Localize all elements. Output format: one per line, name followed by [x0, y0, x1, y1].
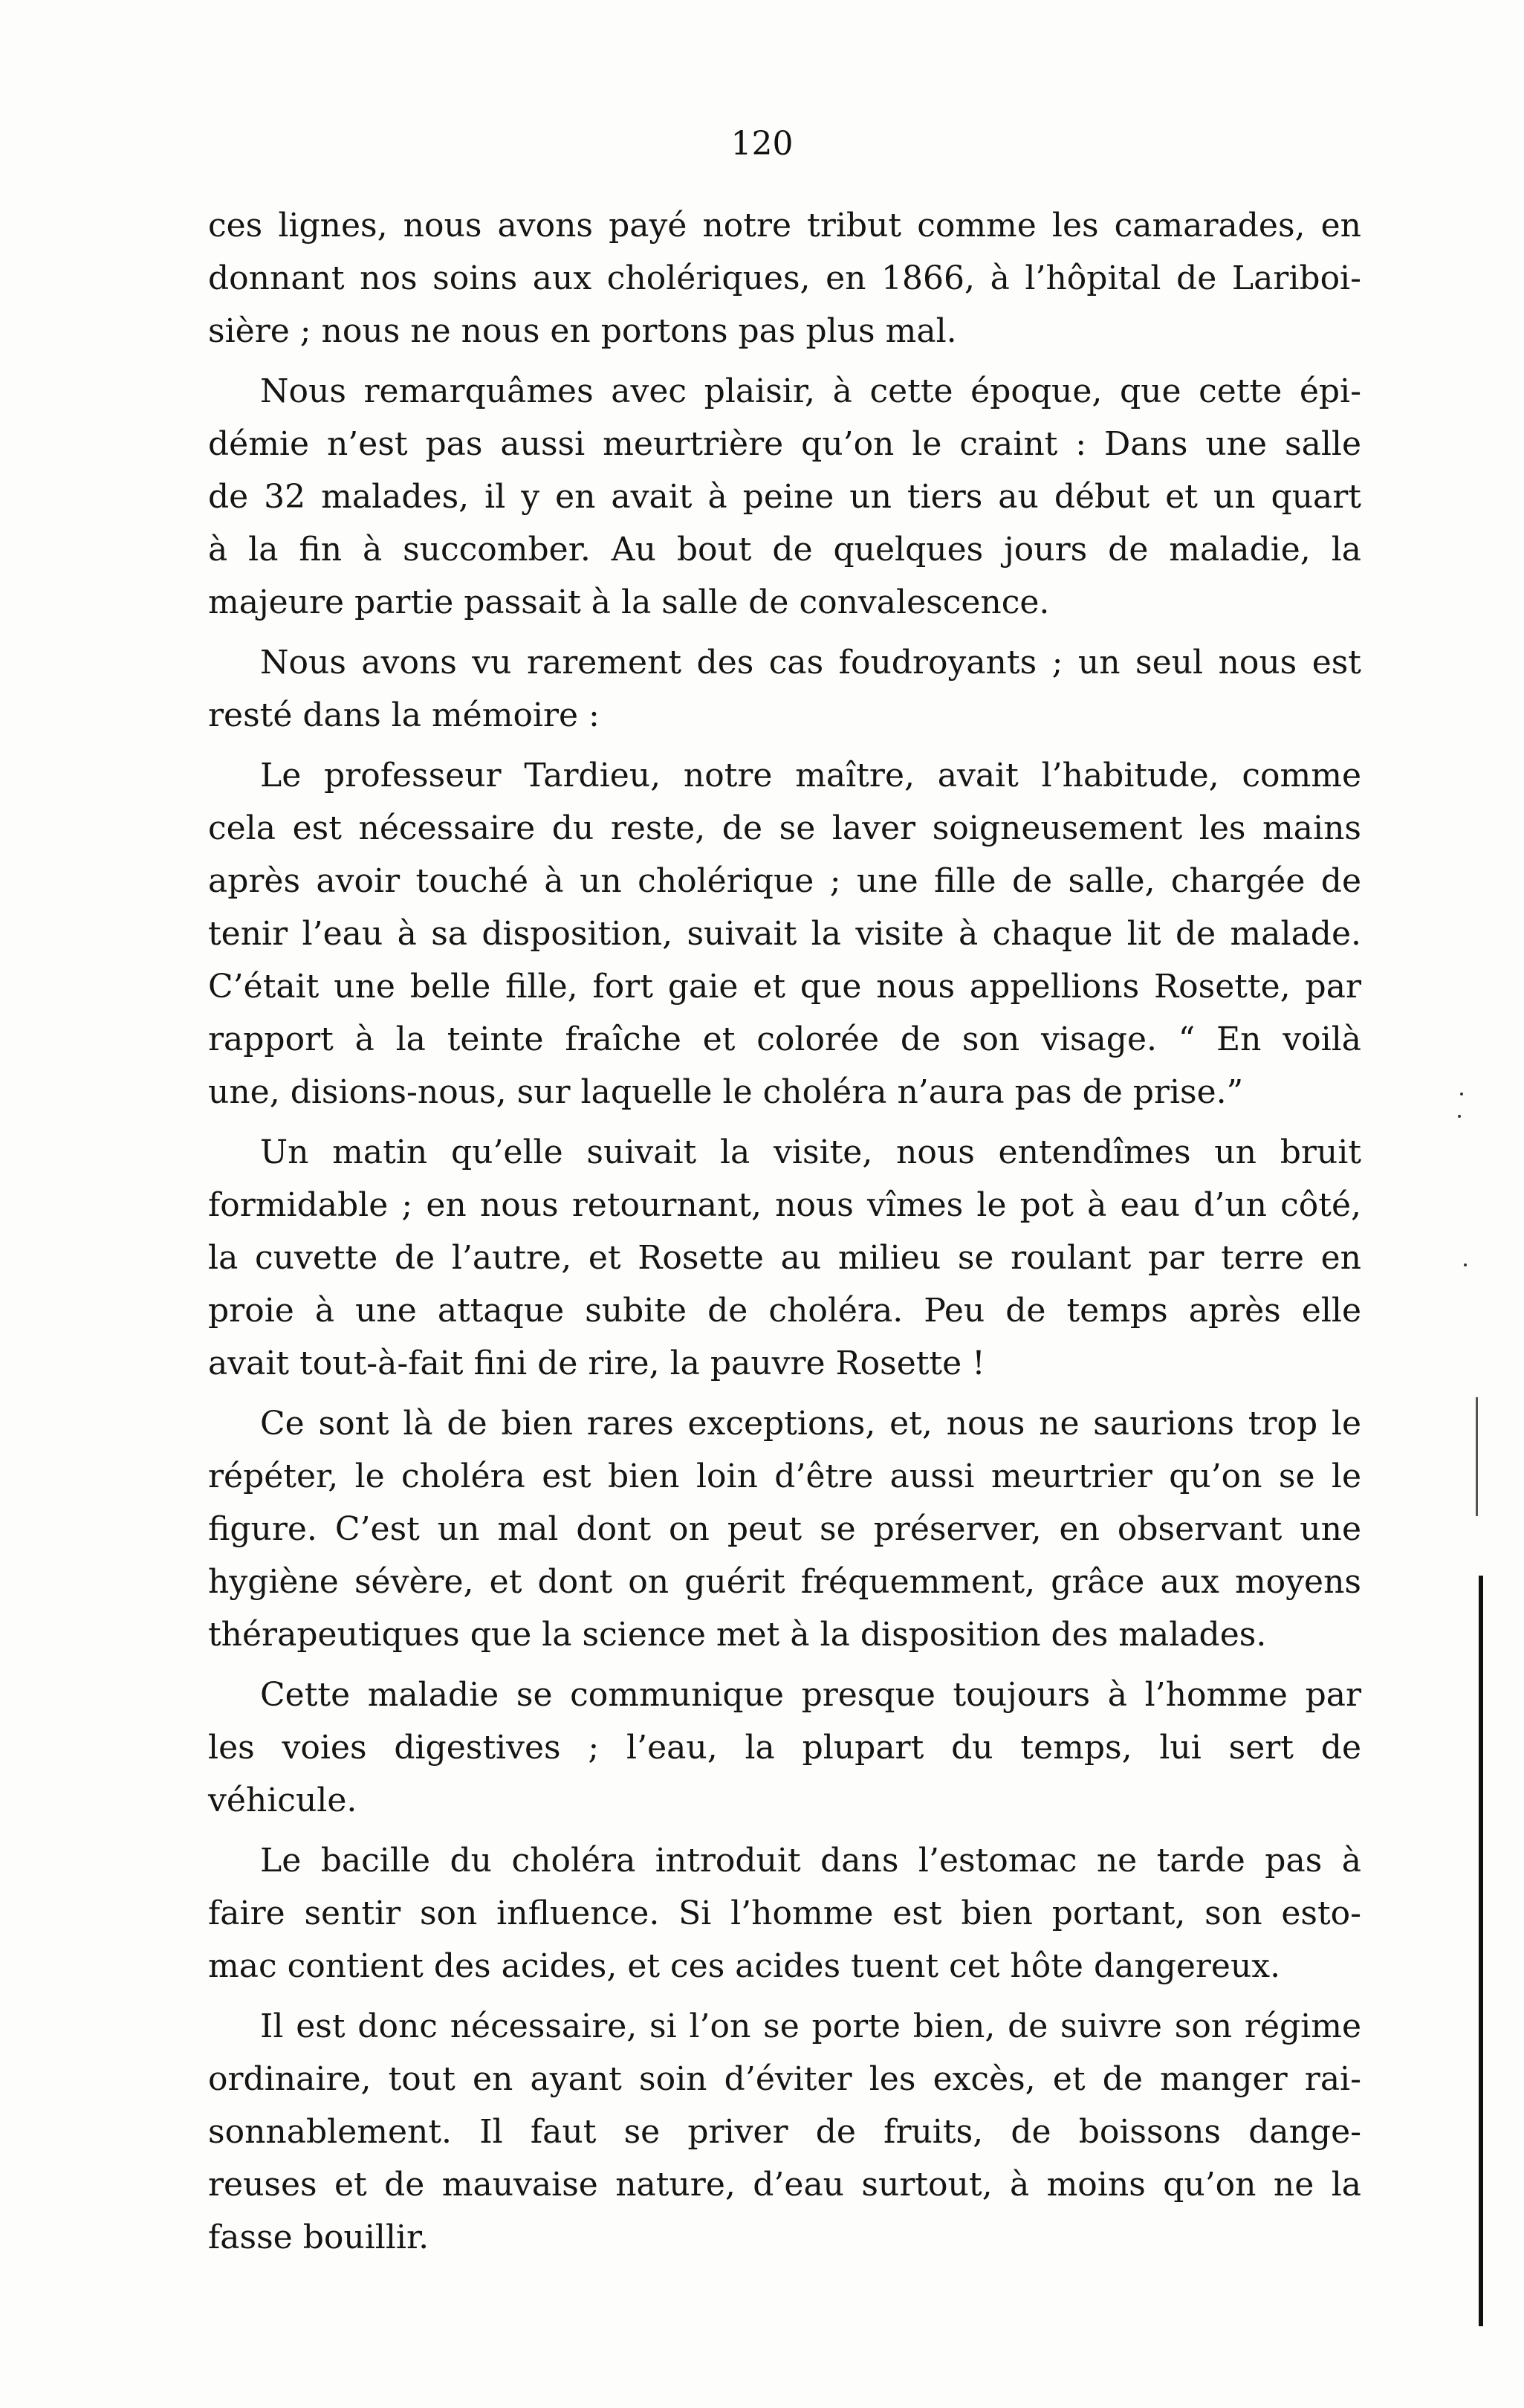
text-line: sonnablement. Il faut se priver de fruits, de boissons dange- [208, 2113, 1361, 2151]
paragraph [208, 2000, 1361, 2264]
text-line: proie à une attaque subite de choléra. Peu de temps après elle [208, 1292, 1361, 1330]
text-line: la cuvette de l’autre, et Rosette au milieu se roulant par terre en [208, 1239, 1361, 1277]
text-line: une, disions-nous, sur laquelle le choléra n’aura pas de prise.” [208, 1073, 1244, 1111]
body-text [208, 199, 1361, 2271]
text-line: les voies digestives ; l’eau, la plupart du temps, lui sert de [208, 1729, 1361, 1767]
text-line: Le professeur Tardieu, notre maître, avait l’habitude, comme [260, 757, 1361, 794]
text-line: avait tout-à-fait fini de rire, la pauvre Rosette ! [208, 1344, 985, 1382]
text-line: donnant nos soins aux cholériques, en 1866, à l’hôpital de Lariboi- [208, 259, 1361, 297]
text-line: formidable ; en nous retournant, nous vîmes le pot à eau d’un côté, [208, 1186, 1361, 1224]
paragraph [208, 1126, 1361, 1390]
paragraph [208, 365, 1361, 629]
text-line: thérapeutiques que la science met à la disposition des malades. [208, 1616, 1267, 1654]
text-line: Nous avons vu rarement des cas foudroyants ; un seul nous est [260, 644, 1361, 682]
text-line: de 32 malades, il y en avait à peine un tiers au début et un quart [208, 478, 1361, 516]
paragraph [208, 199, 1361, 357]
paragraph [208, 636, 1361, 742]
text-line: véhicule. [208, 1781, 357, 1819]
text-line: démie n’est pas aussi meurtrière qu’on le craint : Dans une salle [208, 425, 1361, 463]
paragraph [208, 1397, 1361, 1661]
text-line: Un matin qu’elle suivait la visite, nous entendîmes un bruit [260, 1133, 1361, 1171]
text-line: ces lignes, nous avons payé notre tribut comme les camarades, en [208, 207, 1361, 245]
text-line: Le bacille du choléra introduit dans l’estomac ne tarde pas à [260, 1842, 1361, 1880]
text-line: C’était une belle fille, fort gaie et que nous appellions Rosette, par [208, 968, 1361, 1006]
text-line: à la fin à succomber. Au bout de quelques jours de maladie, la [208, 531, 1361, 569]
paragraph [208, 1669, 1361, 1827]
text-line: tenir l’eau à sa disposition, suivait la visite à chaque lit de malade. [208, 915, 1361, 953]
scan-speck [1460, 1093, 1463, 1095]
text-line: Nous remarquâmes avec plaisir, à cette époque, que cette épi- [260, 372, 1361, 410]
scan-speck [1464, 1263, 1467, 1266]
page-number: 120 [730, 125, 794, 163]
text-line: figure. C’est un mal dont on peut se préserver, en observant une [208, 1510, 1361, 1548]
text-line: Cette maladie se communique presque toujours à l’homme par [260, 1676, 1361, 1714]
paragraph [208, 1834, 1361, 1993]
text-line: mac contient des acides, et ces acides tuent cet hôte dangereux. [208, 1947, 1281, 1985]
text-line: Ce sont là de bien rares exceptions, et, nous ne saurions trop le [260, 1405, 1361, 1443]
text-line: cela est nécessaire du reste, de se laver soigneusement les mains [208, 809, 1361, 847]
text-line: rapport à la teinte fraîche et colorée de son visage. “ En voilà [208, 1020, 1361, 1058]
text-line: répéter, le choléra est bien loin d’être aussi meurtrier qu’on se le [208, 1457, 1361, 1495]
text-line: hygiène sévère, et dont on guérit fréquemment, grâce aux moyens [208, 1563, 1361, 1601]
scan-speck [1458, 1115, 1461, 1118]
text-line: après avoir touché à un cholérique ; une fille de salle, chargée de [208, 862, 1361, 900]
text-line: sière ; nous ne nous en portons pas plus mal. [208, 312, 957, 350]
text-line: reuses et de mauvaise nature, d’eau surtout, à moins qu’on ne la [208, 2166, 1361, 2204]
paragraph [208, 749, 1361, 1119]
scan-edge-shadow [1479, 1576, 1483, 2326]
text-line: ordinaire, tout en ayant soin d’éviter les excès, et de manger rai- [208, 2060, 1361, 2098]
scan-edge-shadow [1476, 1397, 1478, 1516]
text-line: faire sentir son influence. Si l’homme est bien portant, son esto- [208, 1894, 1361, 1932]
text-line: majeure partie passait à la salle de convalescence. [208, 583, 1050, 621]
text-line: resté dans la mémoire : [208, 696, 600, 734]
text-line: fasse bouillir. [208, 2218, 429, 2256]
text-line: Il est donc nécessaire, si l’on se porte bien, de suivre son régime [260, 2007, 1361, 2045]
